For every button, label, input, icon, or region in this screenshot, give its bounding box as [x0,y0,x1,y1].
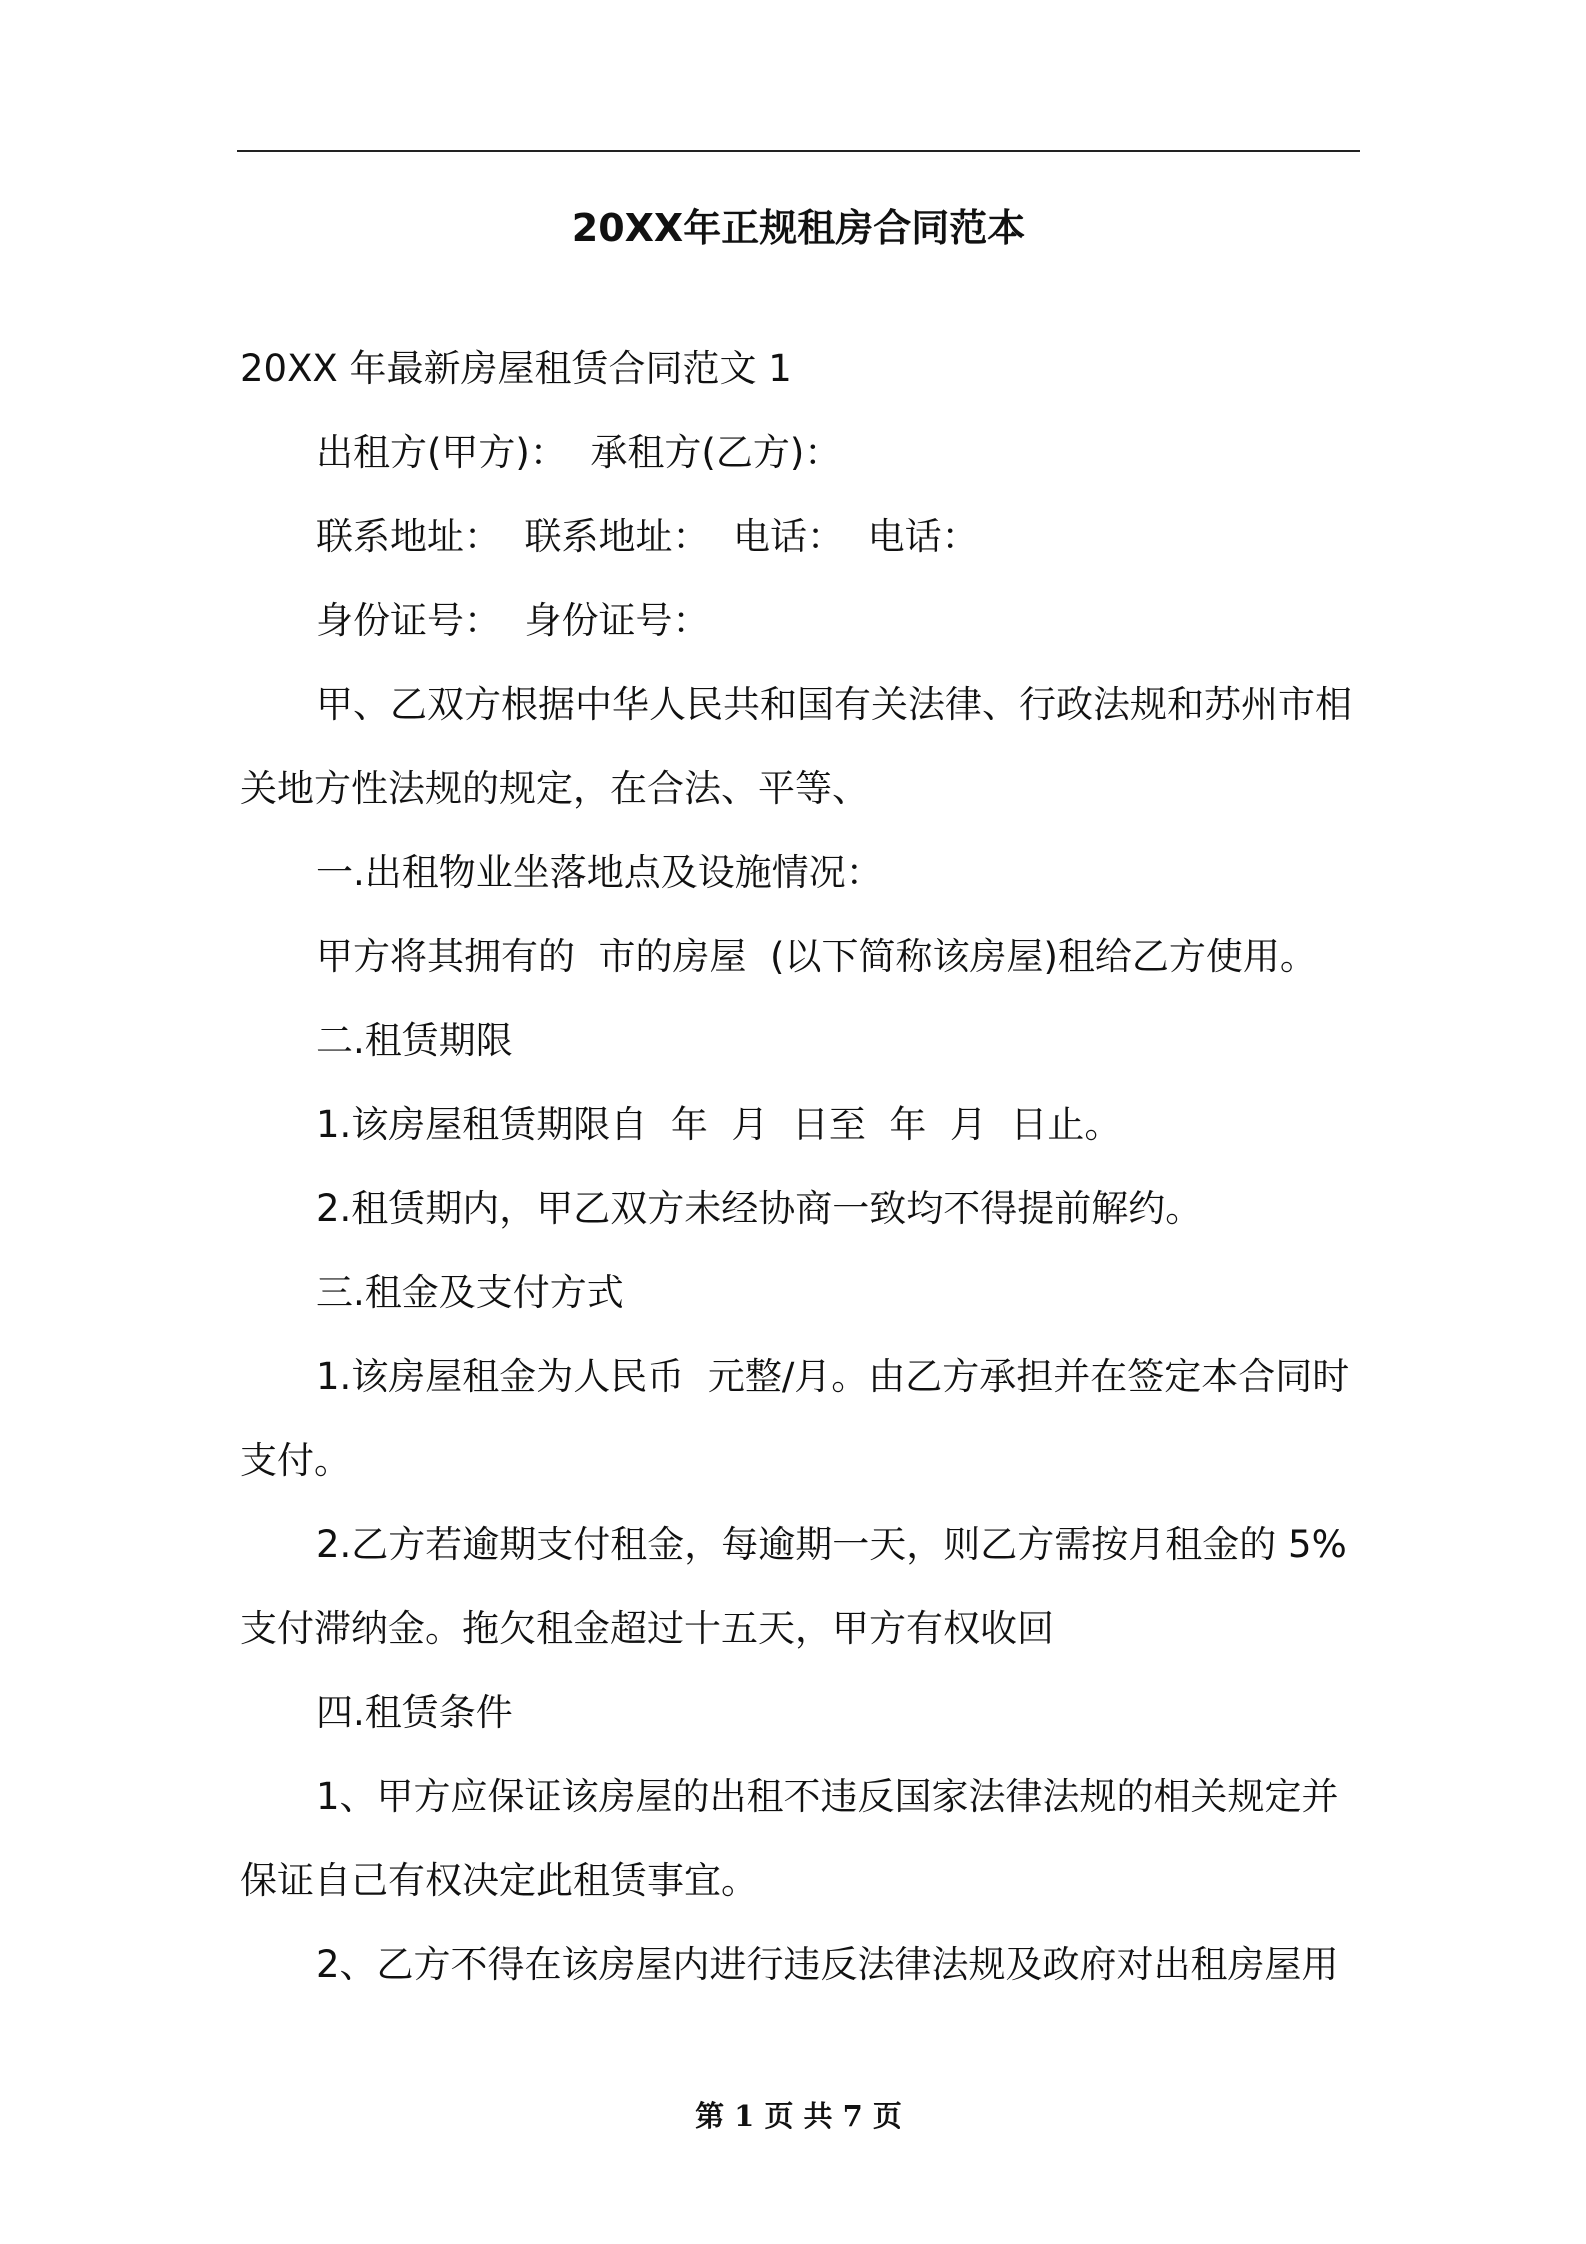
paragraph-line: 关地方性法规的规定，在合法、平等、 [240,767,869,810]
paragraph-line: 出租方(甲方)： 承租方(乙方)： [316,431,842,474]
document-body [240,327,1358,2007]
paragraph-line: 支付滞纳金。拖欠租金超过十五天，甲方有权收回 [240,1607,1054,1650]
paragraph-line: 1.该房屋租赁期限自 年 月 日至 年 月 日止。 [316,1103,1122,1146]
paragraph-line: 支付。 [240,1439,351,1482]
paragraph-line: 一.出租物业坐落地点及设施情况： [316,851,883,894]
paragraph-line: 保证自己有权决定此租赁事宜。 [240,1859,758,1902]
page-footer: 第 1 页 共 7 页 [695,2099,902,2133]
paragraph-line: 三.租金及支付方式 [316,1271,624,1314]
document-title: 20XX年正规租房合同范本 [571,206,1026,250]
paragraph-line: 2.租赁期内，甲乙双方未经协商一致均不得提前解约。 [316,1187,1203,1230]
paragraph-line: 二.租赁期限 [316,1019,513,1062]
paragraph-line: 四.租赁条件 [316,1691,513,1734]
paragraph-line: 身份证号： 身份证号： [316,599,710,642]
paragraph-line: 联系地址： 联系地址： 电话： 电话： [316,515,979,558]
paragraph-line: 2.乙方若逾期支付租金，每逾期一天，则乙方需按月租金的 5% [316,1523,1347,1566]
paragraph-line: 20XX 年最新房屋租赁合同范文 1 [240,347,792,390]
paragraph-line: 1、甲方应保证该房屋的出租不违反国家法律法规的相关规定并 [316,1775,1339,1818]
paragraph-line: 1.该房屋租金为人民币 元整/月。由乙方承担并在签定本合同时 [316,1355,1350,1398]
paragraph-line: 甲、乙双方根据中华人民共和国有关法律、行政法规和苏州市相 [316,683,1352,726]
paragraph-line: 2、乙方不得在该房屋内进行违反法律法规及政府对出租房屋用 [316,1943,1339,1986]
header-rule [237,150,1360,152]
paragraph-line: 甲方将其拥有的 市的房屋 (以下简称该房屋)租给乙方使用。 [316,935,1317,978]
